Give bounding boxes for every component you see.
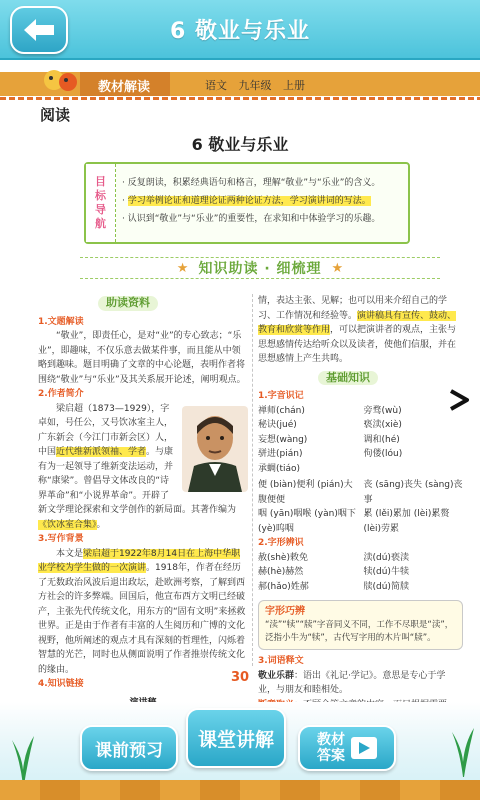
header-stripe <box>0 97 480 100</box>
goal-item: · 认识到“敬业”与“乐业”的重要性，在求知和中体验学习的乐趣。 <box>122 214 381 224</box>
page-header-info <box>205 77 313 93</box>
word-item: 承蜩(tiáo) <box>258 463 301 474</box>
reading-material-tag: 助读资料 <box>98 296 158 311</box>
basic-knowledge-tag: 基础知识 <box>318 371 378 386</box>
tab-preview[interactable]: 课前预习 <box>80 725 178 771</box>
shape-item: 赫(hè)赫然 <box>258 567 304 577</box>
goal-badge-char: 航 <box>95 217 106 230</box>
polyphone-item: 便 (biàn)便利 (pián)大腹便便 <box>258 480 353 505</box>
polyphone-item: 丧 (sāng)丧失 (sàng)丧事 <box>363 480 463 505</box>
author-portrait-icon <box>182 406 248 492</box>
page-number: 30 <box>230 670 250 685</box>
goal-badge-char: 目 <box>95 175 106 188</box>
tip-text: “渎”“犊”“牍”字音同义不同，工作不尽职是“渎”，泛指小牛为“犊”，古代写字用的木片叫“牍”。 <box>265 620 454 643</box>
page-title: 6 敬业与乐业 <box>170 19 310 44</box>
heading-author: 2.作者简介 <box>38 389 84 399</box>
tip-heading: 字形巧辨 <box>265 606 305 617</box>
goal-item: · 学习举例论证和道理论证两种论证方法，学习演讲词的写法。 <box>122 196 371 206</box>
shape-item: 犊(dú)牛犊 <box>363 567 409 577</box>
page-header-label: 教材解读 <box>98 80 151 95</box>
ground-strip <box>0 780 480 800</box>
word-item: 禅师(chán) <box>258 405 305 416</box>
video-play-icon <box>351 737 377 759</box>
star-icon: ★ <box>331 260 344 276</box>
chevron-right-icon <box>448 388 470 412</box>
word-item: 秘诀(jué) <box>258 420 297 430</box>
paragraph-author: 梁启超（1873—1929），字卓如，号任公，又号饮冰室主人，广东新会（今江门市新会区）人，中国近代维新派领袖、学者。与康有为一起领导了维新变法运动，并称“康梁”。曾倡导文体改良的“诗界革命”和“小说界革命”。开辟了新文学理论探索和文学创作的新局面。其著作编为《饮冰室合集》。 <box>38 403 237 530</box>
goal-box <box>84 162 410 244</box>
section-heading: 阅读 <box>40 106 71 124</box>
author-portrait <box>182 406 248 492</box>
goal-badge-char: 标 <box>95 189 106 202</box>
heading-shape: 2.字形辨识 <box>258 538 304 548</box>
plant-icon <box>8 730 38 785</box>
star-icon: ★ <box>176 260 189 276</box>
column-divider <box>252 294 253 666</box>
heading-pronunciation: 1.字音识记 <box>258 391 304 401</box>
heading-background: 3.写作背景 <box>38 534 84 544</box>
answer-label-line: 答案 <box>317 748 345 764</box>
polyphone-item: 累 (lěi)累加 (lèi)累赘 (lèi)劳累 <box>363 509 450 534</box>
top-bar <box>0 0 480 60</box>
heading-definitions: 3.词语释文 <box>258 656 304 666</box>
shape-item: 赦(shè)敕免 <box>258 552 308 563</box>
lesson-title: 6 敬业与乐业 <box>191 135 289 154</box>
word-item: 亵渎(xiè) <box>363 420 402 430</box>
shape-item: 渎(dú)亵渎 <box>363 552 409 563</box>
word-item: 旁骛(wù) <box>363 405 402 416</box>
heading-knowledge-link: 4.知识链接 <box>38 679 84 689</box>
word-item: 妄想(wàng) <box>258 434 308 445</box>
goal-badge-char: 导 <box>95 203 106 216</box>
word-item: 骈进(pián) <box>258 449 303 459</box>
answer-label <box>317 732 345 764</box>
tab-class-lecture[interactable]: 课堂讲解 <box>186 708 286 768</box>
word-item: 调和(hé) <box>363 434 400 445</box>
mascot-icon <box>40 64 80 98</box>
shape-item: 牍(dú)简牍 <box>363 581 409 592</box>
tab-textbook-answers[interactable] <box>298 725 396 771</box>
paragraph-continued: 情，表达主张、见解；也可以用来介绍自己的学习、工作情况和经验等。演讲稿具有宣传、鼓动、教育和欣赏等作用，可以把演讲者的观点，主张与思想感情传达给听众以及读者，使他们信服，并在思想感情上产生共鸣。 <box>258 296 457 364</box>
definition-item: 敬业乐群：语出《礼记·学记》。意思是专心于学业，与朋友和睦相处。 <box>258 670 446 695</box>
answer-label-line: 教材 <box>317 732 345 748</box>
tip-box <box>258 600 463 650</box>
right-column <box>258 294 463 695</box>
goal-badge <box>86 164 116 242</box>
goal-item: · 反复朗读，积累经典语句和格言，理解“敬业”与“乐业”的含义。 <box>122 178 381 188</box>
plant-icon <box>448 722 478 777</box>
heading-title-interpretation: 1.文题解读 <box>38 316 84 327</box>
paragraph-background: 本文是梁启超于1922年8月14日在上海中华职业学校为学生做的一次演讲。1918年，作者在经历了无数政治风波后退出政坛，赴欧洲考察，了解到西方社会的许多弊端。回国后，他宣布西方文明已经破产，主张先代传统文化，用东方的“固有文明”来拯救世界。正是由于作者有丰富的人生阅历和广博的文化视野，他所阐述的观点才具有深刻的哲理性，闪烁着智慧的光芒，同时也从侧面说明了作者推崇传统文化的缘由。 <box>38 548 246 675</box>
knowledge-band <box>80 257 440 279</box>
shape-item: 郝(hǎo)姓郝 <box>258 581 309 592</box>
shape-list <box>258 551 463 595</box>
subject-text: 语文 <box>205 79 227 92</box>
pronunciation-list <box>258 404 463 477</box>
polyphone-item: 咽 (yān)咽喉 (yàn)咽下 (yè)呜咽 <box>258 509 356 534</box>
knowledge-title: 知识助读 · 细梳理 <box>198 261 322 277</box>
term-text: 上册 <box>283 79 305 92</box>
book-page <box>0 62 480 702</box>
grade-text: 九年级 <box>238 79 272 92</box>
word-item: 佝偻(lóu) <box>363 449 403 459</box>
polyphone-list <box>258 478 463 536</box>
paragraph: “敬业”，即责任心，是对“业”的专心致志；“乐业”，即趣味，不仅乐意去做某件事，而且能从中领略到趣味。题目明确了文章的中心论题，表明作者将围绕“敬业”与“乐业”及其关系展开论述，阐明观点。 <box>38 331 246 385</box>
goal-list <box>122 174 402 228</box>
next-page-button[interactable] <box>445 385 473 415</box>
